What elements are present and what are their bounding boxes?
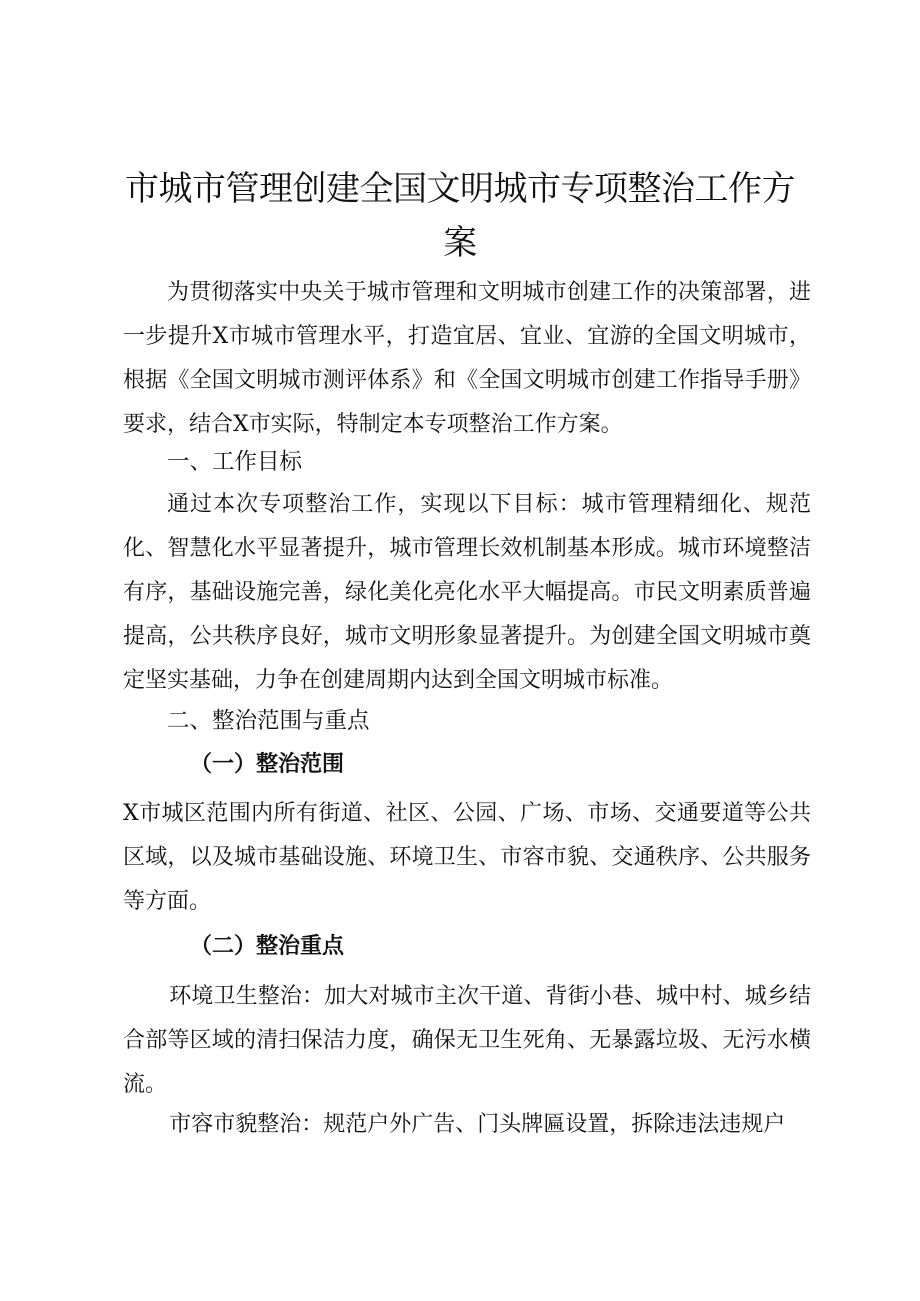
sanitation-paragraph: 环境卫生整治：加大对城市主次干道、背街小巷、城中村、城乡结合部等区域的清扫保洁力度，确保无卫生死角、无暴露垃圾、无污水横流。: [123, 984, 811, 1097]
scope-paragraph: X市城区范围内所有街道、社区、公园、广场、市场、交通要道等公共区域，以及城市基础设施、环境卫生、市容市貌、交通秩序、公共服务等方面。: [123, 801, 811, 914]
section-heading-scope-and-focus: 二、整治范围与重点: [167, 708, 370, 734]
work-goals-paragraph: 通过本次专项整治工作，实现以下目标：城市管理精细化、规范化、智慧化水平显著提升，城市管理长效机制基本形成。城市环境整洁有序，基础设施完善，绿化美化亮化水平大幅提高。市民文明素质普遍提高，公共秩序良好，城市文明形象显著提升。为创建全国文明城市奠定坚实基础，力争在创建周期内达到全国文明城市标准。: [123, 492, 811, 693]
subheading-focus: （二）整治重点: [190, 933, 345, 959]
city-appearance-paragraph: 市容市貌整治：规范户外广告、门头牌匾设置，拆除违法违规户: [169, 1112, 786, 1137]
intro-paragraph: 为贯彻落实中央关于城市管理和文明城市创建工作的决策部署，进一步提升X市城市管理水平，打造宜居、宜业、宜游的全国文明城市，根据《全国文明城市测评体系》和《全国文明城市创建工作指导手册》要求，结合X市实际，特制定本专项整治工作方案。: [123, 280, 811, 437]
section-heading-work-goals: 一、工作目标: [167, 449, 303, 475]
document-title: 市城市管理创建全国文明城市专项整治工作方案: [125, 169, 795, 263]
subheading-scope: （一）整治范围: [190, 751, 345, 777]
